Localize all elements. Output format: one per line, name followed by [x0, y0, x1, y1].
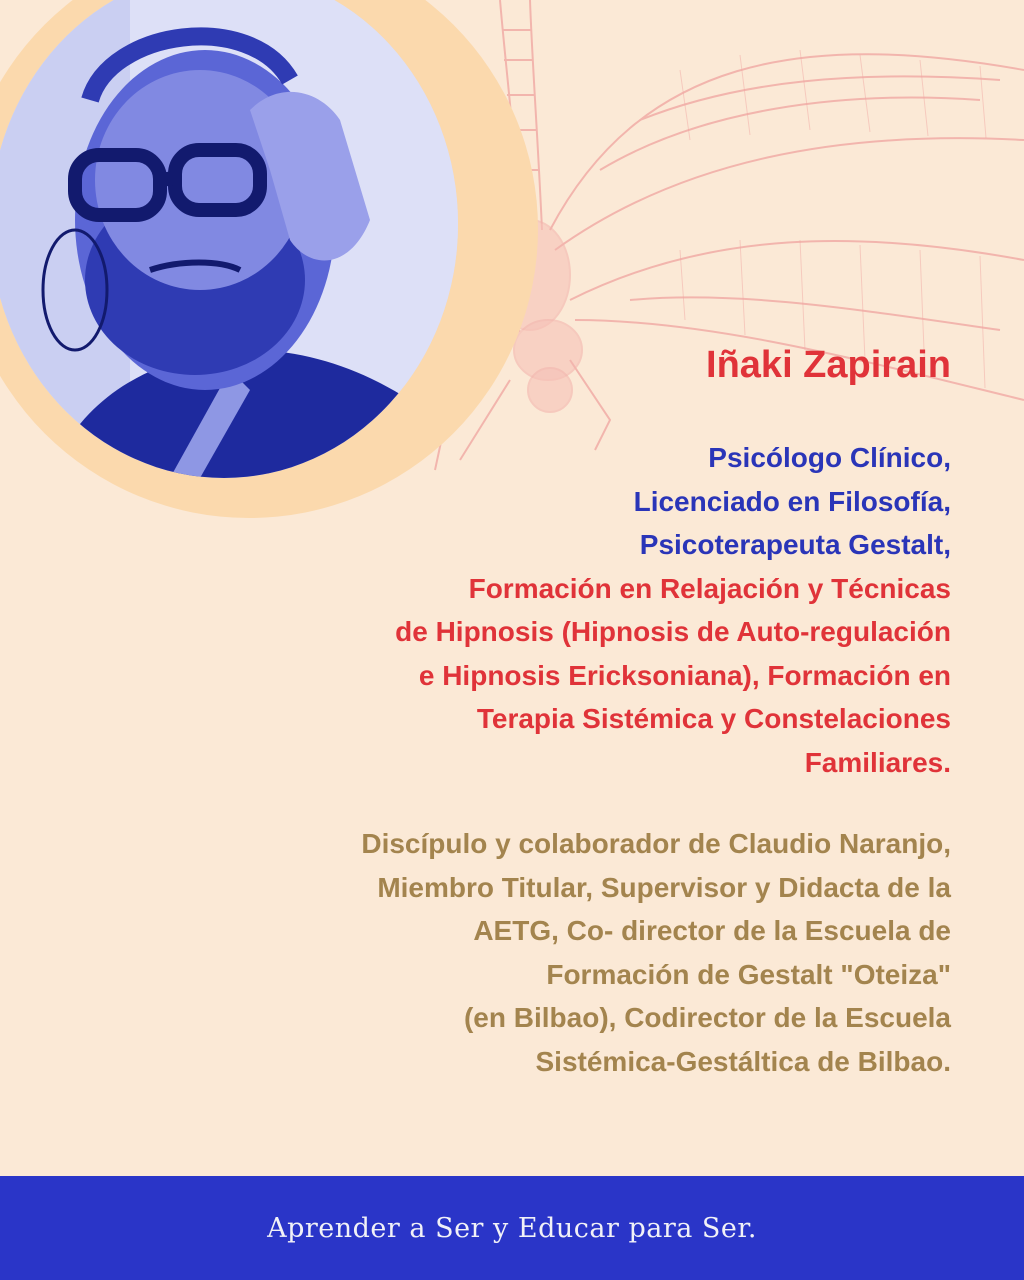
bio-line: (en Bilbao), Codirector de la Escuela [463, 1002, 951, 1033]
bio-line: AETG, Co- director de la Escuela de [473, 915, 951, 946]
training-line: Formación en Relajación y Técnicas [468, 572, 951, 604]
training-line: de Hipnosis (Hipnosis de Auto-regulación [395, 616, 951, 647]
footer-banner [0, 1176, 1024, 1280]
credentials-list [395, 436, 951, 784]
credential-line: Psicólogo Clínico, [708, 442, 951, 473]
biography-text [361, 822, 951, 1083]
training-line: Familiares. [804, 746, 951, 778]
bio-line: Discípulo y colaborador de Claudio Naranjo, [361, 828, 951, 859]
bio-line: Miembro Titular, Supervisor y Didacta de la [377, 871, 951, 903]
credential-line: Psicoterapeuta Gestalt, [639, 529, 951, 560]
credential-line: Licenciado en Filosofía, [633, 485, 951, 517]
speaker-name: Iñaki Zapirain [706, 344, 951, 386]
footer-tagline: Aprender a Ser y Educar para Ser. [267, 1212, 757, 1244]
bio-line: Formación de Gestalt "Oteiza" [546, 958, 951, 990]
training-line: Terapia Sistémica y Constelaciones [476, 703, 951, 734]
training-line: e Hipnosis Ericksoniana), Formación en [418, 659, 951, 691]
bio-line: Sistémica-Gestáltica de Bilbao. [535, 1045, 951, 1077]
